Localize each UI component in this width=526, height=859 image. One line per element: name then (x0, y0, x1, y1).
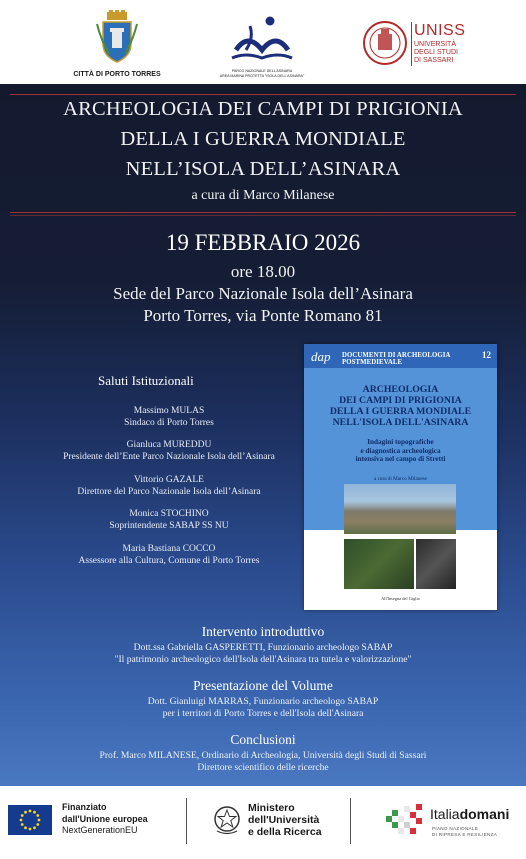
speaker-role: Presidente dell’Ente Parco Nazionale Isola dell’Asinara (63, 452, 275, 462)
header-logos (0, 0, 526, 84)
speaker-name: Vittorio GAZALE (134, 475, 204, 485)
italian-republic-emblem-icon (213, 804, 241, 836)
speaker-name: Maria Bastiana COCCO (122, 544, 216, 554)
footer-funding (0, 786, 526, 859)
conclusioni-heading: Conclusioni (230, 732, 296, 747)
speaker-role: Direttore del Parco Nazionale Isola dell’Asinara (77, 487, 261, 497)
series-logo-icon (310, 347, 338, 365)
intro-line-2: "Il patrimonio archeologico dell'Isola dell'Asinara tra tutela e valorizzazione" (114, 654, 412, 665)
uniss-sub-2: DEGLI STUDI (414, 49, 458, 56)
eu-line-2: dall'Unione europea (62, 813, 148, 824)
uniss-sub-3: DI SASSARI (414, 57, 454, 64)
mur-line-2: dell'Università (248, 814, 320, 826)
book-title-4: NELL'ISOLA DELL'ASINARA (332, 417, 469, 428)
event-date: 19 FEBBRAIO 2026 (165, 230, 361, 255)
book-title-3: DELLA I GUERRA MONDIALE (329, 406, 472, 417)
uniss-name: UNISS (414, 22, 466, 39)
presentazione-line-2: per i territori di Porto Torres e dell'Isola dell'Asinara (162, 708, 364, 719)
book-series: DOCUMENTI DI ARCHEOLOGIA POSTMEDIEVALE (342, 352, 451, 366)
conclusioni-line-1: Prof. Marco MILANESE, Ordinario di Archeologia, Università degli Studi di Sassari (99, 750, 427, 761)
eu-funding-text (62, 802, 148, 837)
event-venue: Sede del Parco Nazionale Isola dell’Asinara (113, 284, 413, 303)
porto-torres-caption: CITTÀ DI PORTO TORRES (73, 71, 161, 78)
pnrr-line-1: PIANO NAZIONALE (432, 826, 479, 831)
parco-asinara-logo (212, 0, 312, 84)
speaker (28, 508, 310, 532)
eu-line-3: NextGenerationEU (62, 825, 138, 835)
book-subtitle (304, 438, 497, 464)
intro-line-1: Dott.ssa Gabriella GASPERETTI, Funzionario archeologo SABAP (133, 642, 393, 653)
book-title-2: DEI CAMPI DI PRIGIONIA (339, 395, 462, 406)
book-cover (304, 344, 497, 610)
event-time: ore 18.00 (230, 262, 296, 281)
speaker-name: Monica STOCHINO (129, 509, 209, 519)
top-rule (10, 94, 516, 95)
mur-line-3: e della Ricerca (248, 826, 322, 838)
speaker (28, 405, 310, 429)
book-subtitle-3: intensiva nel campo di Stretti (355, 455, 446, 464)
book-title-1: ARCHEOLOGIA (362, 384, 439, 395)
event-title-line-3: NELL’ISOLA DELL’ASINARA (125, 158, 401, 180)
domani-part: domani (459, 806, 510, 822)
svg-text:dap: dap (311, 349, 331, 364)
book-series-bar (304, 344, 497, 368)
book-publisher: All'Insegna del Giglio (381, 596, 420, 601)
saluti-heading: Saluti Istituzionali (98, 373, 194, 388)
mur-line-1: Ministero (248, 802, 295, 814)
bottom-rule (10, 212, 516, 213)
book-photo-artifact (416, 539, 456, 589)
italia-part: Italia (430, 806, 460, 822)
book-number: 12 (482, 350, 491, 360)
speaker (28, 474, 310, 498)
uniss-sub-1: UNIVERSITÀ (414, 41, 457, 48)
uniss-logo (360, 0, 500, 84)
speaker (28, 543, 310, 567)
parco-asinara-mark-icon (230, 16, 294, 64)
event-title-line-1: ARCHEOLOGIA DEI CAMPI DI PRIGIONIA (63, 98, 463, 120)
italia-domani-flag-icon (384, 802, 426, 838)
eu-line-1: Finanziato (62, 802, 107, 812)
book-subtitle-2: e diagnostica archeologica (360, 446, 441, 455)
speaker-role: Sindaco di Porto Torres (124, 418, 214, 428)
pnrr-text (432, 826, 497, 837)
uniss-seal-icon (362, 20, 408, 66)
bottom-rule-2 (10, 215, 516, 216)
uniss-divider (411, 22, 412, 66)
intro-heading: Intervento introduttivo (201, 624, 325, 639)
footer-divider (350, 798, 351, 844)
pnrr-line-2: DI RIPRESA E RESILIENZA (432, 831, 498, 837)
event-title-line-2: DELLA I GUERRA MONDIALE (120, 128, 406, 150)
speaker-role: Soprintendente SABAP SS NU (109, 521, 229, 531)
porto-torres-logo (72, 0, 162, 84)
eu-flag-icon (8, 805, 52, 835)
speaker (28, 439, 310, 463)
book-photo-aerial (344, 539, 414, 589)
conclusioni-line-2: Direttore scientifico delle ricerche (197, 762, 329, 773)
book-subtitle-1: Indagini topografiche (367, 438, 434, 446)
book-author: a cura di Marco Milanese (373, 476, 427, 482)
presentazione-line-1: Dott. Gianluigi MARRAS, Funzionario archeologo SABAP (147, 696, 379, 707)
speaker-name: Gianluca MUREDDU (126, 440, 212, 450)
event-address: Porto Torres, via Ponte Romano 81 (143, 306, 383, 325)
porto-torres-crest-icon (95, 10, 139, 64)
italia-domani-text (430, 806, 509, 822)
parco-caption-2: AREA MARINA PROTETTA "ISOLA DELL'ASINARA" (219, 73, 305, 78)
book-photo-landscape (344, 484, 456, 534)
uniss-subtitle (414, 41, 458, 65)
event-curatore: a cura di Marco Milanese (191, 188, 335, 203)
mur-text (248, 802, 322, 838)
eu-stars-icon (8, 805, 52, 835)
presentazione-heading: Presentazione del Volume (193, 678, 333, 693)
speaker-name: Massimo MULAS (133, 406, 205, 416)
footer-divider (186, 798, 187, 844)
parco-caption-1: PARCO NAZIONALE DELL'ASINARA (231, 69, 293, 73)
speaker-role: Assessore alla Cultura, Comune di Porto Torres (78, 556, 260, 566)
book-title (304, 384, 497, 428)
